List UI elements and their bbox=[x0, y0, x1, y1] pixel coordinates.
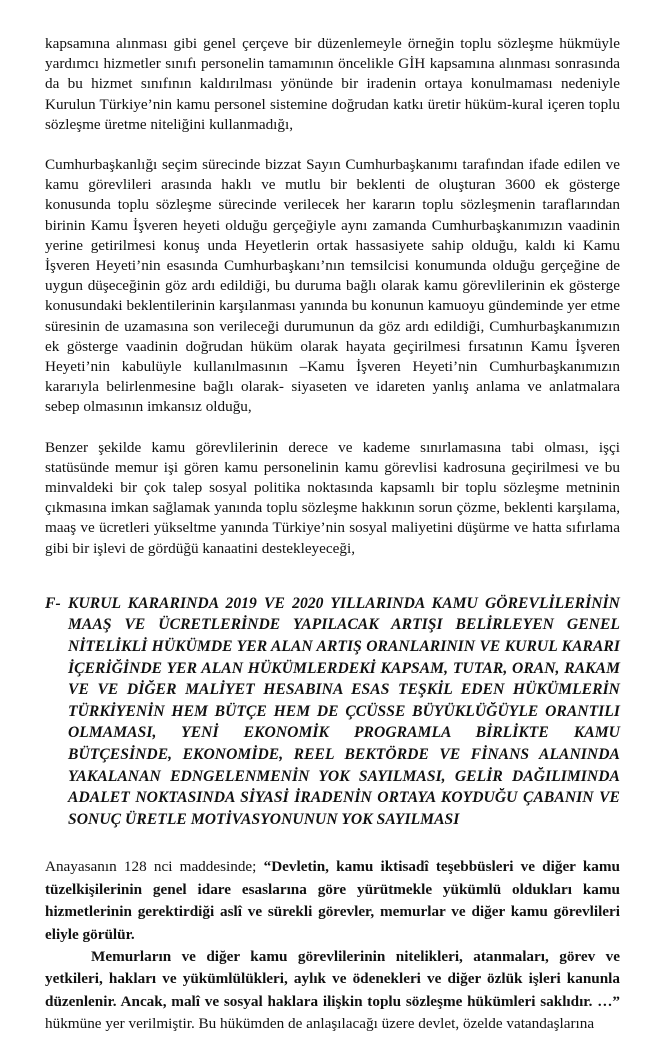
section-marker: F- bbox=[45, 594, 61, 612]
quoted-article-part-2: Memurların ve diğer kamu görevlilerinin nitelikleri, atanmaları, görev ve yetkileri, hakları ve yükümlülükleri, aylık ve ödenekleri ve diğer özlük işleri kanunla düzenlenir. Ancak, malî ve sosyal haklara ilişkin toplu sözleşme hükümleri saklıdır. …” bbox=[45, 948, 620, 1010]
paragraph-2: Cumhurbaşkanlığı seçim sürecinde bizzat Sayın Cumhurbaşkanımı tarafından ifade edilen ve kamu görevlileri arasında haklı ve mutlu bir beklenti de oluşturan 3600 ek gösterge konusunda toplu sözleşme sürecinde verilecek her kararın toplu sözleşmenin taraflarından birinin Kamu İşveren heyeti olduğu gerçeğiyle aynı zamanda Cumhurbaşkanımızın vaadinin yerine getirilmesi konuş unda Heyetlerin ortak hassasiyete sahip olduğu, kaldı ki Kamu İşveren Heyeti’nin esasında Cumhurbaşkanı’nın temsilcisi konumunda olduğu gerçeğine de uygun düşeceğinin göz ardı edildiği, bu duruma bağlı olarak kamu görevlilerinin ek gösterge konusundaki beklentilerinin karşılanması yanında bu konunun kamuoyu gündeminde yer etme süresinin de uzamasına son verileceği durumunun da göz ardı edildiği, Cumhurbaşkanımızın ek gösterge vaadinin doğrudan hüküm olarak hayata geçirilmesi fırsatının Kamu İşveren Heyeti’nin kabulüyle kullanılmasının –Kamu İşveren Heyeti’nin Cumhurbaşkanımızın kararıyla belirlenmesine bağlı olarak- siyaseten ve idareten yanlış anlama ve anlatmalara sebep olmasının imkansız olduğu, bbox=[45, 156, 620, 416]
citation-intro: Anayasanın 128 nci maddesinde; bbox=[45, 858, 264, 876]
quoted-article-part-1: “Devletin, kamu iktisadî teşebbüsleri ve diğer kamu tüzelkişilerinin genel idare esaslarına göre yürütmekle yükümlü oldukları kamu hizmetlerinin gerektirdiği aslî ve sürekli görevler, memurlar ve diğer kamu görevlileri eliyle görülür. bbox=[45, 858, 620, 943]
citation-outro: hükmüne yer verilmiştir. Bu hükümden de anlaşılacağı üzere devlet, özelde vatandaşlarına bbox=[45, 1015, 595, 1033]
citation-paragraph-1 bbox=[45, 856, 620, 946]
paragraph-3: Benzer şekilde kamu görevlilerinin derece ve kademe sınırlamasına tabi olması, işçi statüsünde memur işi gören kamu personelinin kamu görevlisi kadrosuna geçirilmesi ve bu minvaldeki bir çok talep sosyal politika noktasında kapsamlı bir toplu sözleşme metninin çıkmasına imkan sağlamak yanında toplu sözleşme hakkının sorun çözme, beklenti karşılama, maaş ve ücretleri yükseltme yanında Türkiye’nin sosyal maliyetini düşürme ve hatta sıfırlama gibi bir işlevi de gördüğü kanaatini destekleyeceği, bbox=[45, 438, 620, 557]
section-heading-text: KURUL KARARINDA 2019 VE 2020 YILLARINDA KAMU GÖREVLİLERİNİN MAAŞ VE ÜCRETLERİNDE YAPILACAK ARTIŞI BELİRLEYEN GENEL NİTELİKLİ HÜKÜMDE YER ALAN ARTIŞ ORANLARININ VE KURUL KARARI İÇERİĞİNDE YER ALAN HÜKÜMLERDEKİ KAPSAM, TUTAR, ORAN, RAKAM VE VE DİĞER MALİYET HESABINA ESAS TEŞKİL EDEN HÜKÜMLERİN TÜRKİYENİN HEM BÜTÇE HEM DE ÇCÜSSE BÜYÜKLÜĞÜYLE ORANTILI OLMAMASI, YENİ EKONOMİK PROGRAMLA BİRLİKTE KAMU BÜTÇESİNDE, EKONOMİDE, REEL BEKTÖRDE VE FİNANS ALANINDA YAKALANAN EDNGELENMENİN YOK SAYILMASI, GELİR DAĞILIMINDA ADALET NOKTASINDA SİYASİ İRADENİN ORTAYA KOYDUĞU ÇABANIN VE SONUÇ ÜRETLE MOTİVASYONUNUN YOK SAYILMASI bbox=[68, 594, 620, 828]
constitution-citation bbox=[45, 856, 620, 1035]
citation-paragraph-2 bbox=[45, 946, 620, 1036]
document-page bbox=[45, 34, 620, 1036]
section-heading-f bbox=[45, 593, 620, 831]
paragraph-1: kapsamına alınması gibi genel çerçeve bir düzenlemeyle örneğin toplu sözleşme hükmüyle yardımcı hizmetler sınıfı personelin tamamının öncelikle GİH kapsamına alınması sonrasında da bu hizmet sınıfının kaldırılması yönünde bir iradenin ortaya konulmaması nedeniyle Kurulun Türkiye’nin kamu personel sistemine doğrudan katkı üretir hüküm-kural içeren toplu sözleşme üretme niteliğini kullanmadığı, bbox=[45, 35, 620, 133]
